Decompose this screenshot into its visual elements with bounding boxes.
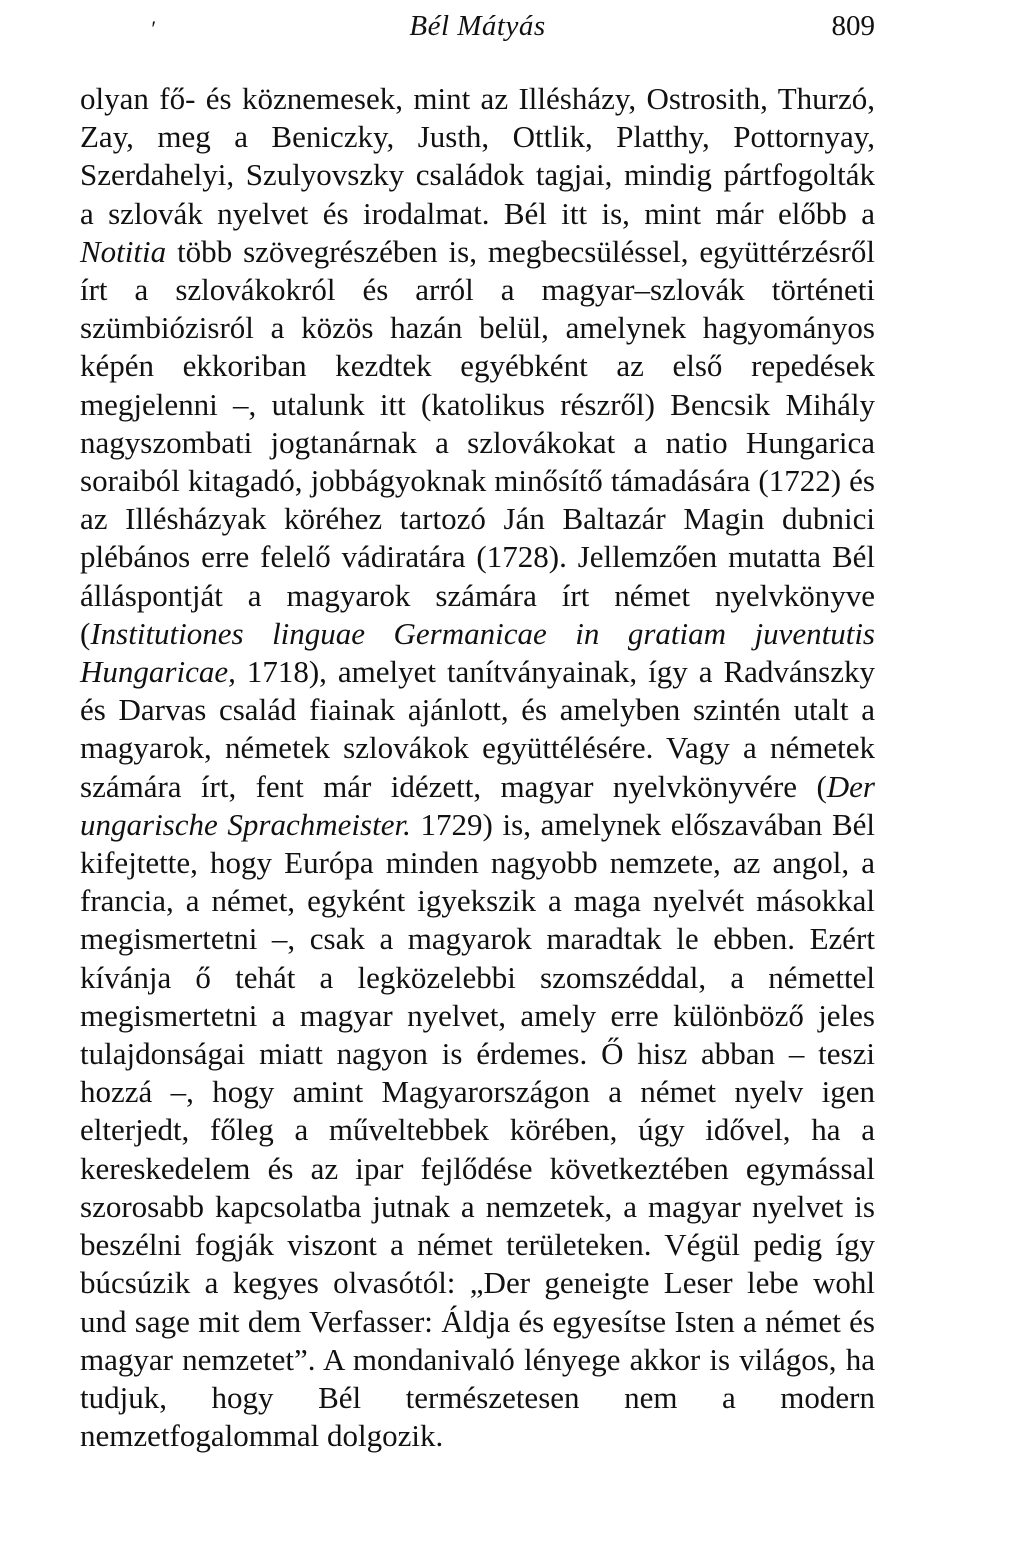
text-segment: olyan fő- és köznemesek, mint az Illésházy, Ostrosith, Thurzó, Zay, meg a Beniczky, Justh, Ottlik, Platthy, Pottornyay, Szerdahelyi, Szulyovszky családok tagjai, mindig pártfogolták a szlovák nyelvet és irodalmat. Bél itt is, mint már előbb a (80, 81, 875, 231)
italic-title-notitia: Notitia (80, 233, 167, 269)
running-head: Bél Mátyás (409, 10, 546, 42)
page-number: 809 (831, 10, 875, 42)
italic-title-institutiones: Institutiones linguae Germanicae in gratiam juventutis Hungaricae, (80, 615, 875, 690)
text-segment: 1729) is, amelynek előszavában Bél kifejtette, hogy Európa minden nagyobb nemzete, az angol, a francia, a német, egyként igyekszik a maga nyelvét másokkal megismertetni –, csak a magyarok maradtak le ebben. Ezért kívánja ő tehát a legközelebbi szomszéddal, a némettel megismertetni a magyar nyelvet, amely erre különböző jeles tulajdonságai miatt nagyon is érdemes. Ő hisz abban – teszi hozzá –, hogy amint Magyarországon a német nyelv igen elterjedt, főleg a műveltebbek körében, úgy idővel, ha a kereskedelem és az ipar fejlődése következtében egymással szorosabb kapcsolatba jutnak a nemzetek, a magyar nyelvet is beszélni fogják viszont a német területeken. Végül pedig így búcsúzik a kegyes olvasótól: „Der geneigte Leser lebe wohl und sage mit dem Verfasser: Áldja és egyesítse Isten a német és magyar nemzetet”. A mondanivaló lényege akkor is világos, ha tudjuk, hogy Bél természetesen nem a modern nemzetfogalommal dolgozik. (80, 806, 876, 1454)
page-header (80, 10, 875, 50)
italic-title-sprachmeister: Der ungarische Sprachmeister. (80, 768, 875, 842)
text-segment: több szövegrészében is, megbecsüléssel, együttérzésről írt a szlovákokról és arról a magyar–szlovák történeti szümbiózisról a közös hazán belül, amelynek hagyományos képén ekkoriban kezdtek egyébként az első repedések megjelenni –, utalunk itt (katolikus részről) Bencsik Mihály nagyszombati jogtanárnak a szlovákokat a natio Hungarica soraiból kitagadó, jobbágyoknak minősítő támadására (1722) és az Illésházyak köréhez tartozó Ján Baltazár Magin dubnici plébános erre felelő vádiratára (1728). Jellemzően mutatta Bél álláspontját a magyarok számára írt német nyelvkönyve ( (80, 233, 875, 651)
text-segment: 1718), amelyet tanítványainak, így a Radvánszky és Darvas család fiainak ajánlott, és amelyben szintén utalt a magyarok, németek szlovákok együttélésére. Vagy a németek számára írt, fent már idézett, magyar nyelvkönyvére ( (80, 654, 875, 804)
body-paragraph (80, 80, 875, 1455)
header-mark: ′ (150, 16, 155, 41)
